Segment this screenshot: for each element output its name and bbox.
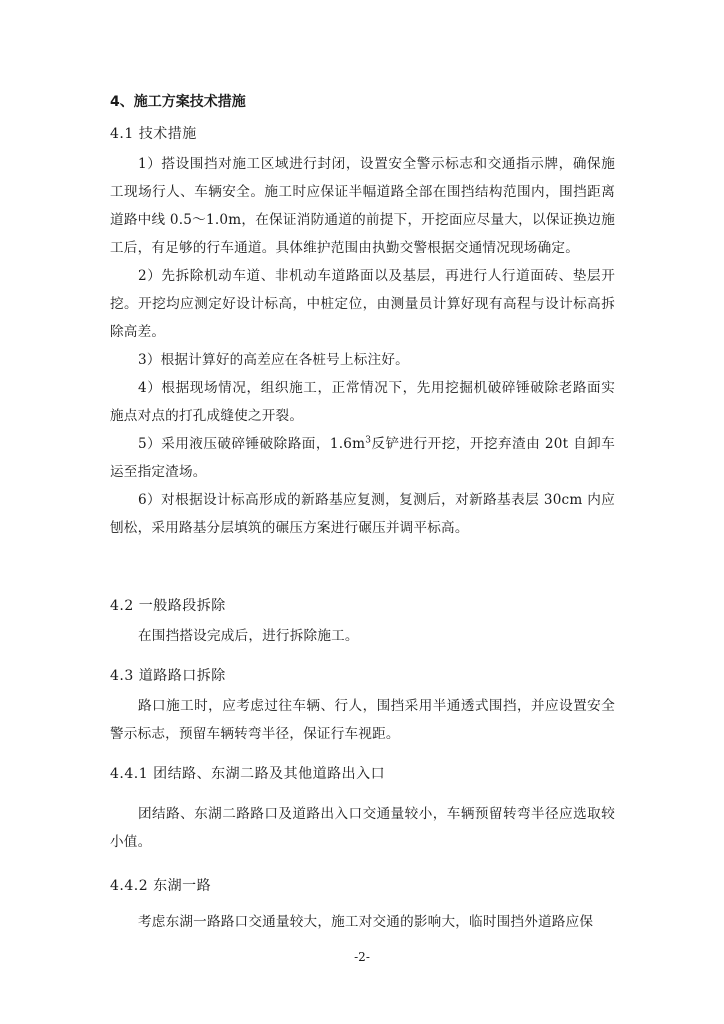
item-5-text-b: 反铲进行开挖，开挖弃渣由 20t 自卸车运至指定渣场。 (110, 436, 615, 480)
paragraph-item-1: 1）搭设围挡对施工区域进行封闭，设置安全警示标志和交通指示牌，确保施工现场行人、车辆安全。施工时应保证半幅道路全部在围挡结构范围内，围挡距离道路中线 0.5～1.0m，在保证消防通道的前提下，开挖面应尽量大，以保证换边施工后，有足够的行车通道。具体维护范围由执勤交警根据交通情况现场确定。 (110, 156, 615, 256)
heading-4-4-2: 4.4.2 东湖一路 (110, 878, 212, 894)
heading-4-1: 4.1 技术措施 (110, 126, 197, 142)
paragraph-4-3: 路口施工时，应考虑过往车辆、行人，围挡采用半通透式围挡，并应设置安全警示标志，预留车辆转弯半径，保证行车视距。 (110, 698, 615, 742)
paragraph-item-6: 6）对根据设计标高形成的新路基应复测，复测后，对新路基表层 30cm 内应刨松，采用路基分层填筑的碾压方案进行碾压并调平标高。 (110, 492, 615, 536)
paragraph-4-4-2: 考虑东湖一路路口交通量较大，施工对交通的影响大，临时围挡外道路应保 (138, 914, 594, 930)
paragraph-item-4: 4）根据现场情况，组织施工，正常情况下，先用挖掘机破碎锤破除老路面实施点对点的打孔成缝使之开裂。 (110, 380, 615, 424)
paragraph-4-4-1: 团结路、东湖二路路口及道路出入口交通量较小，车辆预留转弯半径应选取较小值。 (110, 806, 615, 850)
cubic-superscript: 3 (365, 435, 372, 446)
paragraph-item-5 (110, 430, 615, 486)
paragraph-item-3: 3）根据计算好的高差应在各桩号上标注好。 (138, 352, 409, 368)
page-number: -2- (354, 950, 370, 964)
section-4-1-body (110, 150, 615, 542)
section-title: 4、施工方案技术措施 (110, 94, 246, 110)
heading-4-3: 4.3 道路路口拆除 (110, 668, 226, 684)
paragraph-item-2: 2）先拆除机动车道、非机动车道路面以及基层，再进行人行道面砖、垫层开挖。开挖均应测定好设计标高，中桩定位，由测量员计算好现有高程与设计标高拆除高差。 (110, 268, 615, 340)
heading-4-4-1: 4.4.1 团结路、东湖二路及其他道路出入口 (110, 766, 386, 782)
item-5-text-a: 5）采用液压破碎锤破除路面，1.6m (138, 436, 366, 452)
heading-4-2: 4.2 一般路段拆除 (110, 598, 226, 614)
paragraph-4-2: 在围挡搭设完成后，进行拆除施工。 (138, 628, 359, 644)
